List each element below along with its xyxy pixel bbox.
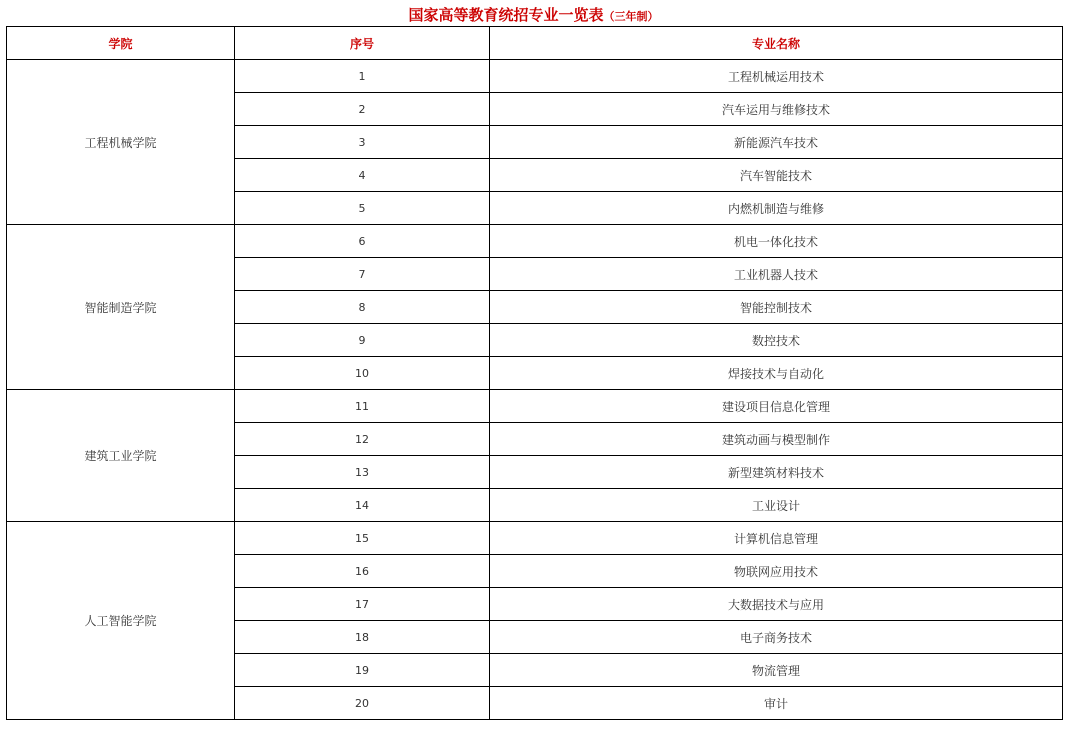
major-number-cell: 4 — [235, 159, 490, 192]
major-number-cell: 6 — [235, 225, 490, 258]
major-number-cell: 16 — [235, 555, 490, 588]
major-number-cell: 1 — [235, 60, 490, 93]
major-name-cell: 审计 — [490, 687, 1063, 720]
major-name-cell: 工业机器人技术 — [490, 258, 1063, 291]
major-name-cell: 数控技术 — [490, 324, 1063, 357]
header-college: 学院 — [7, 27, 235, 60]
college-name-cell: 智能制造学院 — [7, 225, 235, 390]
table-row — [7, 390, 1063, 423]
major-number-cell: 5 — [235, 192, 490, 225]
page-title — [0, 4, 1067, 28]
major-number-cell: 7 — [235, 258, 490, 291]
college-name-cell: 工程机械学院 — [7, 60, 235, 225]
major-number-cell: 20 — [235, 687, 490, 720]
table-header-row — [7, 27, 1063, 60]
major-name-cell: 电子商务技术 — [490, 621, 1063, 654]
major-name-cell: 物流管理 — [490, 654, 1063, 687]
major-name-cell: 建设项目信息化管理 — [490, 390, 1063, 423]
major-name-cell: 工程机械运用技术 — [490, 60, 1063, 93]
page-title-suffix: （三年制） — [603, 10, 659, 23]
major-name-cell: 大数据技术与应用 — [490, 588, 1063, 621]
major-number-cell: 19 — [235, 654, 490, 687]
major-name-cell: 汽车智能技术 — [490, 159, 1063, 192]
major-name-cell: 新型建筑材料技术 — [490, 456, 1063, 489]
major-number-cell: 17 — [235, 588, 490, 621]
header-major: 专业名称 — [490, 27, 1063, 60]
major-name-cell: 汽车运用与维修技术 — [490, 93, 1063, 126]
major-name-cell: 内燃机制造与维修 — [490, 192, 1063, 225]
major-number-cell: 14 — [235, 489, 490, 522]
major-name-cell: 物联网应用技术 — [490, 555, 1063, 588]
major-number-cell: 9 — [235, 324, 490, 357]
table-body — [7, 60, 1063, 720]
major-number-cell: 10 — [235, 357, 490, 390]
college-name-cell: 建筑工业学院 — [7, 390, 235, 522]
major-number-cell: 13 — [235, 456, 490, 489]
major-name-cell: 智能控制技术 — [490, 291, 1063, 324]
major-number-cell: 15 — [235, 522, 490, 555]
major-number-cell: 11 — [235, 390, 490, 423]
major-number-cell: 2 — [235, 93, 490, 126]
page-title-main: 国家高等教育统招专业一览表 — [408, 6, 604, 24]
major-number-cell: 8 — [235, 291, 490, 324]
major-number-cell: 18 — [235, 621, 490, 654]
table-row — [7, 522, 1063, 555]
major-name-cell: 新能源汽车技术 — [490, 126, 1063, 159]
major-name-cell: 工业设计 — [490, 489, 1063, 522]
table-row — [7, 60, 1063, 93]
major-name-cell: 计算机信息管理 — [490, 522, 1063, 555]
college-name-cell: 人工智能学院 — [7, 522, 235, 720]
majors-table — [6, 26, 1063, 720]
major-name-cell: 焊接技术与自动化 — [490, 357, 1063, 390]
major-name-cell: 机电一体化技术 — [490, 225, 1063, 258]
major-number-cell: 12 — [235, 423, 490, 456]
header-number: 序号 — [235, 27, 490, 60]
major-number-cell: 3 — [235, 126, 490, 159]
major-name-cell: 建筑动画与模型制作 — [490, 423, 1063, 456]
table-row — [7, 225, 1063, 258]
